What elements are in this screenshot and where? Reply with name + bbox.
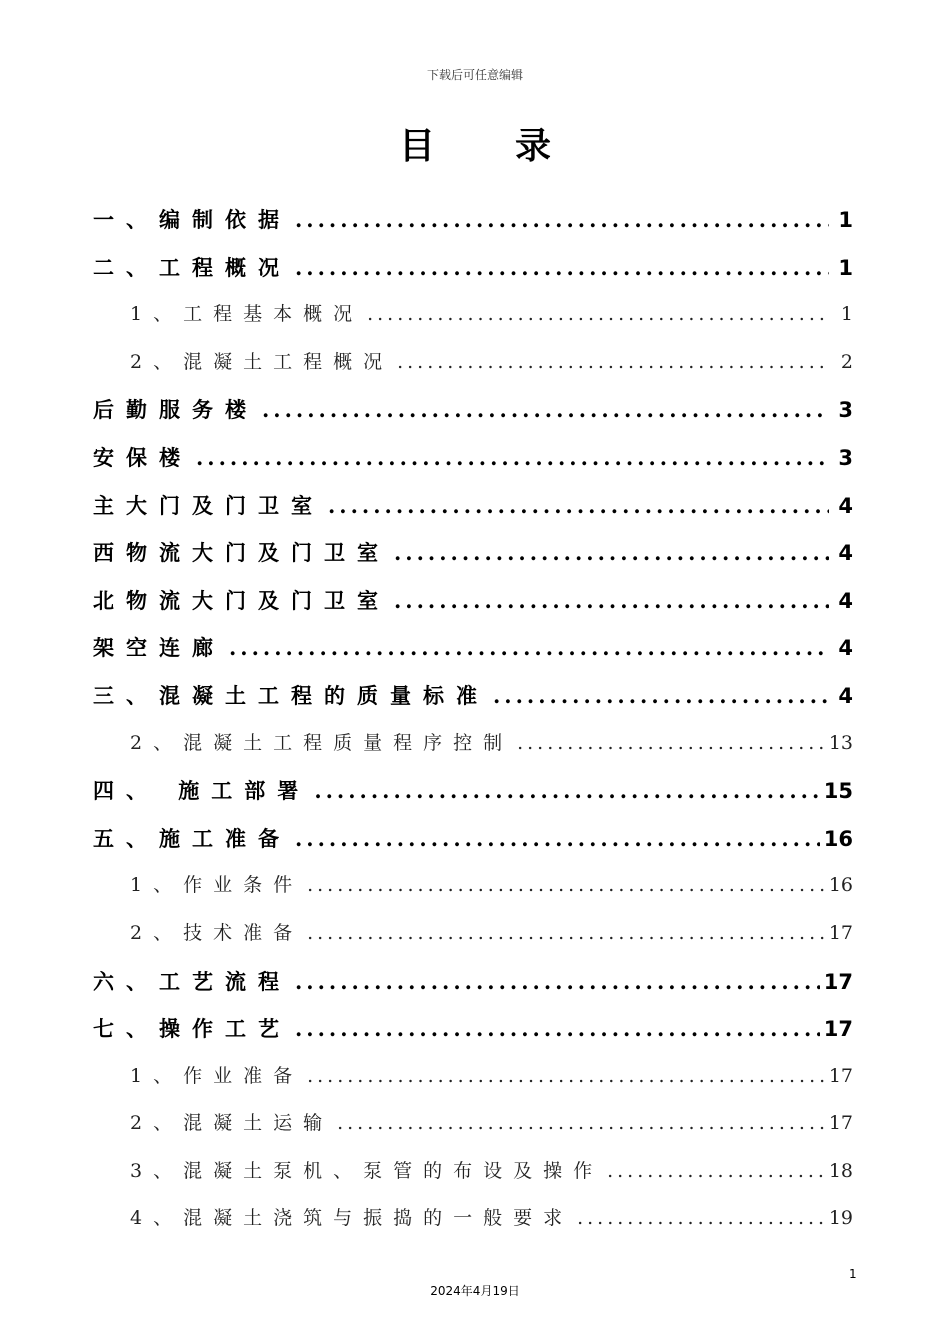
toc-entry[interactable] (93, 1195, 853, 1243)
toc-entry[interactable] (93, 767, 853, 815)
toc-entry-label: 一、编制依据 (93, 207, 291, 232)
toc-entry-label: 三、混凝土工程的质量标准 (93, 682, 489, 708)
toc-entry-label: 主大门及门卫室 (93, 492, 324, 518)
toc-entry-label: 西物流大门及门卫室 (93, 540, 390, 566)
toc-entry-label: 架空连廊 (93, 635, 225, 661)
toc-entry-label: 2、混凝土工程概况 (130, 350, 394, 373)
toc-entry-label: 四、 施工部署 (93, 778, 311, 804)
toc-entry-label: 后勤服务楼 (93, 397, 258, 423)
toc-entry-page: 16 (828, 874, 853, 897)
toc-entry[interactable] (93, 958, 853, 1006)
toc-entry-label: 二、工程概况 (93, 254, 291, 280)
toc-dot-leader (367, 291, 829, 339)
toc-entry[interactable] (93, 339, 853, 387)
toc-entry[interactable] (93, 624, 853, 672)
page-number: 1 (849, 1267, 857, 1281)
toc-entry[interactable] (93, 244, 853, 292)
toc-entry[interactable] (93, 815, 853, 863)
toc-dot-leader (295, 1005, 820, 1053)
toc-dot-leader (295, 815, 820, 863)
toc-entry-page: 3 (838, 445, 853, 470)
toc-dot-leader (196, 434, 829, 482)
toc-dot-leader (517, 720, 825, 768)
toc-dot-leader (229, 624, 829, 672)
toc-dot-leader (307, 910, 825, 958)
toc-dot-leader (397, 339, 829, 387)
toc-entry-label: 六、工艺流程 (93, 968, 291, 994)
toc-entry[interactable] (93, 386, 853, 434)
toc-entry[interactable] (93, 434, 853, 482)
toc-entry[interactable] (93, 529, 853, 577)
toc-entry-label: 4、混凝土浇筑与振捣的一般要求 (130, 1207, 574, 1230)
toc-entry[interactable] (93, 196, 853, 244)
toc-entry[interactable] (93, 482, 853, 530)
toc-entry-page: 4 (838, 588, 853, 613)
toc-entry-label: 1、作业准备 (130, 1064, 304, 1087)
toc-dot-leader (394, 529, 829, 577)
toc-entry-label: 2、混凝土运输 (130, 1112, 334, 1135)
toc-entry[interactable] (93, 910, 853, 958)
toc-entry[interactable] (93, 1053, 853, 1101)
toc-dot-leader (295, 244, 829, 292)
toc-dot-leader (394, 577, 829, 625)
toc-entry-label: 五、施工准备 (93, 825, 291, 851)
toc-entry-page: 4 (838, 683, 853, 708)
toc-entry-label: 2、混凝土工程质量程序控制 (130, 731, 514, 754)
toc-entry-page: 18 (828, 1159, 853, 1182)
toc-entry-page: 2 (840, 350, 853, 373)
toc-entry-page: 16 (823, 826, 853, 851)
toc-entry-page: 15 (823, 779, 853, 804)
toc-entry-page: 17 (828, 921, 853, 944)
toc-entry-page: 17 (823, 969, 853, 994)
toc-entry[interactable] (93, 672, 853, 720)
toc-dot-leader (328, 482, 829, 530)
toc-entry-page: 4 (838, 541, 853, 566)
toc-entry-page: 1 (838, 255, 853, 280)
toc-dot-leader (314, 767, 819, 815)
toc-dot-leader (337, 1100, 825, 1148)
toc-entry-page: 1 (840, 303, 853, 326)
toc-dot-leader (307, 1053, 825, 1101)
toc-entry-label: 1、作业条件 (130, 874, 304, 897)
toc-entry[interactable] (93, 1005, 853, 1053)
toc-entry-label: 1、工程基本概况 (130, 303, 364, 326)
toc-dot-leader (493, 672, 829, 720)
toc-entry-page: 13 (828, 731, 853, 754)
toc-entry-page: 1 (838, 208, 853, 232)
toc-entry-label: 七、操作工艺 (93, 1016, 291, 1042)
toc-entry-page: 17 (828, 1112, 853, 1135)
toc-dot-leader (607, 1148, 825, 1196)
toc-dot-leader (295, 958, 820, 1006)
toc-dot-leader (307, 862, 825, 910)
header-note: 下载后可任意编辑 (426, 68, 523, 82)
toc-entry-label: 2、技术准备 (130, 921, 304, 944)
toc-dot-leader (577, 1195, 825, 1243)
toc-entry-label: 安保楼 (93, 444, 192, 470)
toc-dot-leader (295, 196, 829, 244)
footer-date: 2024年4月19日 (430, 1284, 520, 1298)
toc-entry-page: 19 (828, 1207, 853, 1230)
toc-entry-page: 17 (823, 1017, 853, 1042)
toc-entry-page: 4 (838, 493, 853, 518)
toc-entry-page: 3 (838, 398, 853, 423)
toc-dot-leader (262, 386, 829, 434)
table-of-contents (93, 196, 853, 1243)
toc-entry-page: 4 (838, 636, 853, 661)
toc-entry[interactable] (93, 291, 853, 339)
toc-entry[interactable] (93, 862, 853, 910)
toc-entry[interactable] (93, 1100, 853, 1148)
toc-entry-label: 3、混凝土泵机、泵管的布设及操作 (130, 1159, 604, 1182)
toc-entry[interactable] (93, 577, 853, 625)
toc-entry-label: 北物流大门及门卫室 (93, 587, 390, 613)
toc-entry-page: 17 (828, 1064, 853, 1087)
page-title: 目录 (398, 125, 631, 167)
toc-entry[interactable] (93, 720, 853, 768)
toc-entry[interactable] (93, 1148, 853, 1196)
